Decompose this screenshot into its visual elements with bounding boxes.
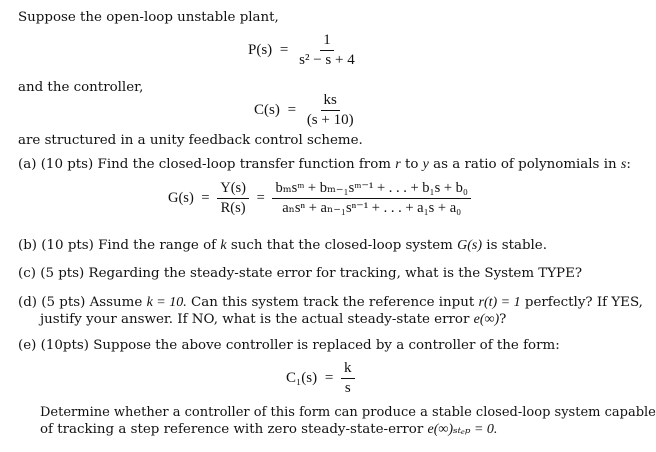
part-e-line-2: Determine whether a controller of this form can produce a stable closed-loop system capable — [40, 405, 656, 420]
plant-fraction — [296, 32, 358, 69]
intro-text: Suppose the open-loop unstable plant, — [18, 10, 279, 25]
part-e-line-1 — [18, 337, 560, 354]
part-e-points: (10pts) — [40, 338, 89, 353]
part-c-text: Regarding the steady-state error for tracking, what is the System TYPE? — [88, 266, 583, 281]
part-a — [18, 156, 631, 173]
var-k: k — [220, 238, 227, 253]
poly-denominator: aₙsⁿ + aₙ₋₁sⁿ⁻¹ + . . . + a₁s + a₀ — [282, 200, 462, 216]
plant-equation — [248, 32, 358, 69]
controller-denominator: (s + 10) — [306, 112, 354, 128]
part-e-line-3 — [40, 421, 497, 438]
controller-lhs: C(s) — [254, 102, 280, 118]
c1-denominator: s — [344, 380, 351, 396]
equals-sign: = — [201, 190, 210, 206]
var-s: s — [620, 157, 627, 172]
part-d-text-3: perfectly? If YES, — [524, 295, 643, 310]
io-denominator: R(s) — [220, 200, 246, 216]
part-d-text-1: Assume — [89, 295, 143, 310]
part-b-label: (b) — [18, 238, 38, 253]
part-d-end: ? — [499, 312, 507, 327]
closed-loop-g: G(s) — [457, 238, 483, 253]
part-b-text-3: is stable. — [486, 238, 547, 253]
part-a-colon: : — [626, 157, 631, 172]
part-a-text-1: Find the closed-loop transfer function from — [97, 157, 391, 172]
part-d-line-2 — [40, 311, 506, 328]
k-equals-10: k = 10. — [146, 295, 187, 310]
c1-lhs: C₁(s) — [286, 370, 318, 386]
part-d-text-2: Can this system track the reference input — [191, 295, 475, 310]
c1-numerator: k — [341, 360, 355, 379]
part-c-points: (5 pts) — [40, 266, 85, 281]
part-d-text-4: justify your answer. If NO, what is the actual steady-state error — [40, 312, 470, 327]
part-b-text-2: such that the closed-loop system — [230, 238, 453, 253]
controller-equation — [254, 92, 357, 129]
part-d-label: (d) — [18, 295, 38, 310]
part-a-to: to — [404, 157, 419, 172]
part-c — [18, 265, 582, 282]
part-e-text-1: Suppose the above controller is replaced by a controller of the form: — [93, 338, 560, 353]
step-error-zero: e(∞)ₛₜₑₚ = 0. — [427, 422, 498, 437]
part-d-points: (5 pts) — [41, 295, 86, 310]
part-b-text-1: Find the range of — [98, 238, 217, 253]
controller-fraction — [304, 92, 357, 129]
part-d-line-1 — [18, 294, 643, 311]
part-e-text-3: of tracking a step reference with zero steady-state-error — [40, 422, 424, 437]
plant-denominator: s² − s + 4 — [299, 52, 355, 68]
controller-numerator: ks — [321, 92, 340, 111]
part-c-label: (c) — [18, 266, 36, 281]
part-b-points: (10 pts) — [41, 238, 94, 253]
closed-loop-lhs: G(s) — [168, 190, 194, 206]
part-a-points: (10 pts) — [40, 157, 94, 172]
closed-loop-equation — [168, 180, 471, 217]
poly-numerator: bₘsᵐ + bₘ₋₁sᵐ⁻¹ + . . . + b₁s + b₀ — [272, 180, 471, 199]
reference-input: r(t) = 1 — [478, 295, 521, 310]
plant-lhs: P(s) — [248, 42, 273, 58]
equals-sign: = — [279, 42, 289, 58]
controller-intro-text: and the controller, — [18, 80, 144, 95]
io-fraction — [217, 180, 249, 217]
part-a-label: (a) — [18, 157, 37, 172]
c1-equation — [286, 360, 355, 397]
steady-state-error: e(∞) — [473, 312, 500, 327]
poly-fraction — [272, 180, 471, 217]
equals-sign: = — [324, 370, 334, 386]
part-e-label: (e) — [18, 338, 37, 353]
c1-fraction — [341, 360, 355, 397]
var-r: r — [395, 157, 401, 172]
io-numerator: Y(s) — [217, 180, 249, 199]
part-a-text-2: as a ratio of polynomials in — [433, 157, 617, 172]
part-b — [18, 237, 547, 254]
var-y: y — [422, 157, 429, 172]
structure-text: are structured in a unity feedback control scheme. — [18, 133, 363, 148]
equals-sign: = — [287, 102, 297, 118]
equals-sign: = — [256, 190, 265, 206]
plant-numerator: 1 — [320, 32, 334, 51]
